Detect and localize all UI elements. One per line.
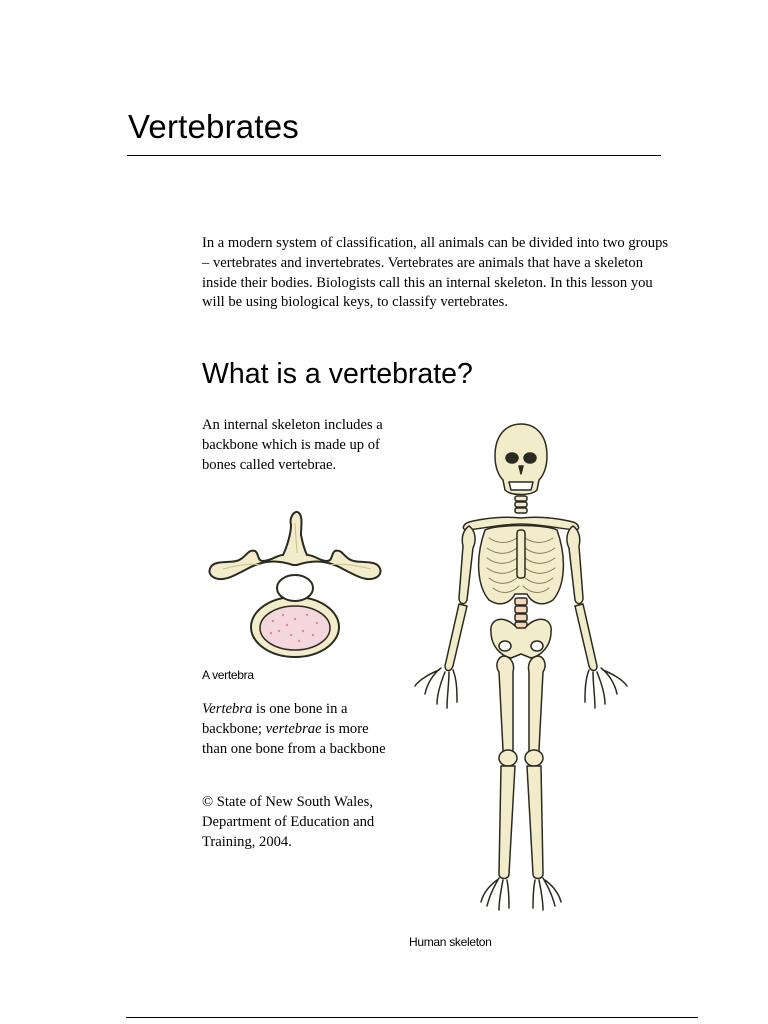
vertebra-definition-text-1: is one bone in a backbone; xyxy=(202,701,348,737)
vertebrae-term: vertebrae xyxy=(265,720,322,737)
skeleton-description: An internal skeleton includes a backbone which is made up of bones called vertebrae. xyxy=(202,417,383,473)
human-skeleton-illustration xyxy=(405,418,635,918)
copyright-notice: © State of New South Wales, Department of Education and Training, 2004. xyxy=(202,794,375,850)
skeleton-caption: Human skeleton xyxy=(409,935,492,949)
footer-divider xyxy=(126,1017,698,1018)
vertebra-definition xyxy=(202,700,392,759)
vertebra-term: Vertebra xyxy=(202,701,253,717)
page-title: Vertebrates xyxy=(128,108,299,145)
title-divider xyxy=(127,155,661,156)
vertebra-illustration xyxy=(203,503,385,663)
vertebra-caption: A vertebra xyxy=(202,668,254,682)
vertebra-definition-text-2: is more than one bone from a backbone xyxy=(202,720,386,757)
intro-paragraph: In a modern system of classification, all animals can be divided into two groups – vertebrates and invertebrates. Vertebrates are animals that have a skeleton inside their bodies. Biologists call this an internal skeleton. In this lesson you will be using biological keys, to classify vertebrates. xyxy=(202,235,669,311)
section-heading: What is a vertebrate? xyxy=(202,358,473,390)
